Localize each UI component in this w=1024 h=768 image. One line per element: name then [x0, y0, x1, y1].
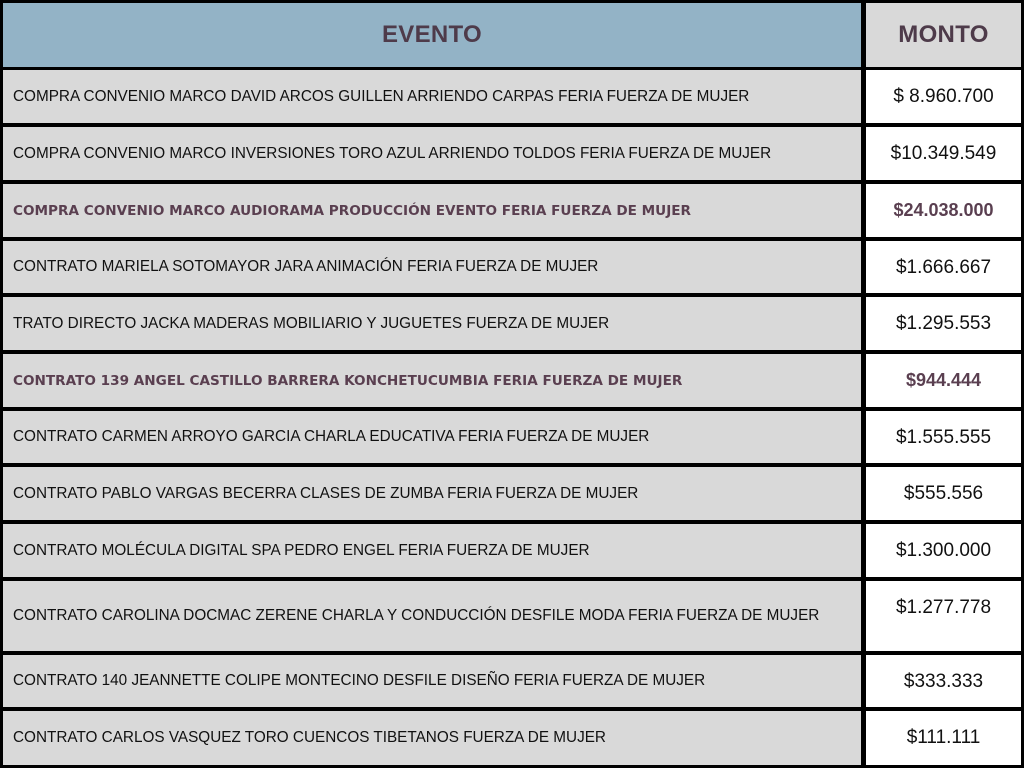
amount-cell-highlighted: $24.038.000	[866, 184, 1021, 237]
column-header-evento-label: EVENTO	[381, 21, 483, 48]
event-cell: COMPRA CONVENIO MARCO DAVID ARCOS GUILLEN ARRIENDO CARPAS FERIA FUERZA DE MUJER	[3, 70, 861, 123]
event-cell: CONTRATO CARMEN ARROYO GARCIA CHARLA EDUCATIVA FERIA FUERZA DE MUJER	[3, 411, 861, 463]
column-header-evento	[3, 3, 861, 67]
event-cell-highlighted: COMPRA CONVENIO MARCO AUDIORAMA PRODUCCIÓN EVENTO FERIA FUERZA DE MUJER	[3, 184, 861, 237]
amount-cell: $1.295.553	[866, 297, 1021, 350]
amount-cell: $1.555.555	[866, 411, 1021, 463]
event-cell: CONTRATO 140 JEANNETTE COLIPE MONTECINO DESFILE DISEÑO FERIA FUERZA DE MUJER	[3, 655, 861, 707]
event-cell: CONTRATO MARIELA SOTOMAYOR JARA ANIMACIÓN FERIA FUERZA DE MUJER	[3, 241, 861, 293]
amount-cell-highlighted: $944.444	[866, 354, 1021, 407]
event-cell: CONTRATO MOLÉCULA DIGITAL SPA PEDRO ENGEL FERIA FUERZA DE MUJER	[3, 524, 861, 577]
amount-cell: $111.111	[866, 711, 1021, 765]
column-header-monto-label: MONTO	[898, 21, 989, 48]
event-cell: COMPRA CONVENIO MARCO INVERSIONES TORO AZUL ARRIENDO TOLDOS FERIA FUERZA DE MUJER	[3, 127, 861, 180]
amount-cell: $ 8.960.700	[866, 70, 1021, 123]
event-cell: CONTRATO PABLO VARGAS BECERRA CLASES DE ZUMBA FERIA FUERZA DE MUJER	[3, 467, 861, 520]
event-cell: CONTRATO CARLOS VASQUEZ TORO CUENCOS TIBETANOS FUERZA DE MUJER	[3, 711, 861, 765]
amount-cell: $1.300.000	[866, 524, 1021, 577]
event-cell-highlighted: CONTRATO 139 ANGEL CASTILLO BARRERA KONCHETUCUMBIA FERIA FUERZA DE MUJER	[3, 354, 861, 407]
amount-cell: $10.349.549	[866, 127, 1021, 180]
event-cell: CONTRATO CAROLINA DOCMAC ZERENE CHARLA Y CONDUCCIÓN DESFILE MODA FERIA FUERZA DE MUJER	[3, 581, 861, 651]
amount-cell: $333.333	[866, 655, 1021, 707]
column-header-monto	[866, 3, 1021, 67]
amount-cell: $555.556	[866, 467, 1021, 520]
amount-cell: $1.666.667	[866, 241, 1021, 293]
event-cell: TRATO DIRECTO JACKA MADERAS MOBILIARIO Y JUGUETES FUERZA DE MUJER	[3, 297, 861, 350]
amount-cell: $1.277.778	[866, 581, 1021, 651]
